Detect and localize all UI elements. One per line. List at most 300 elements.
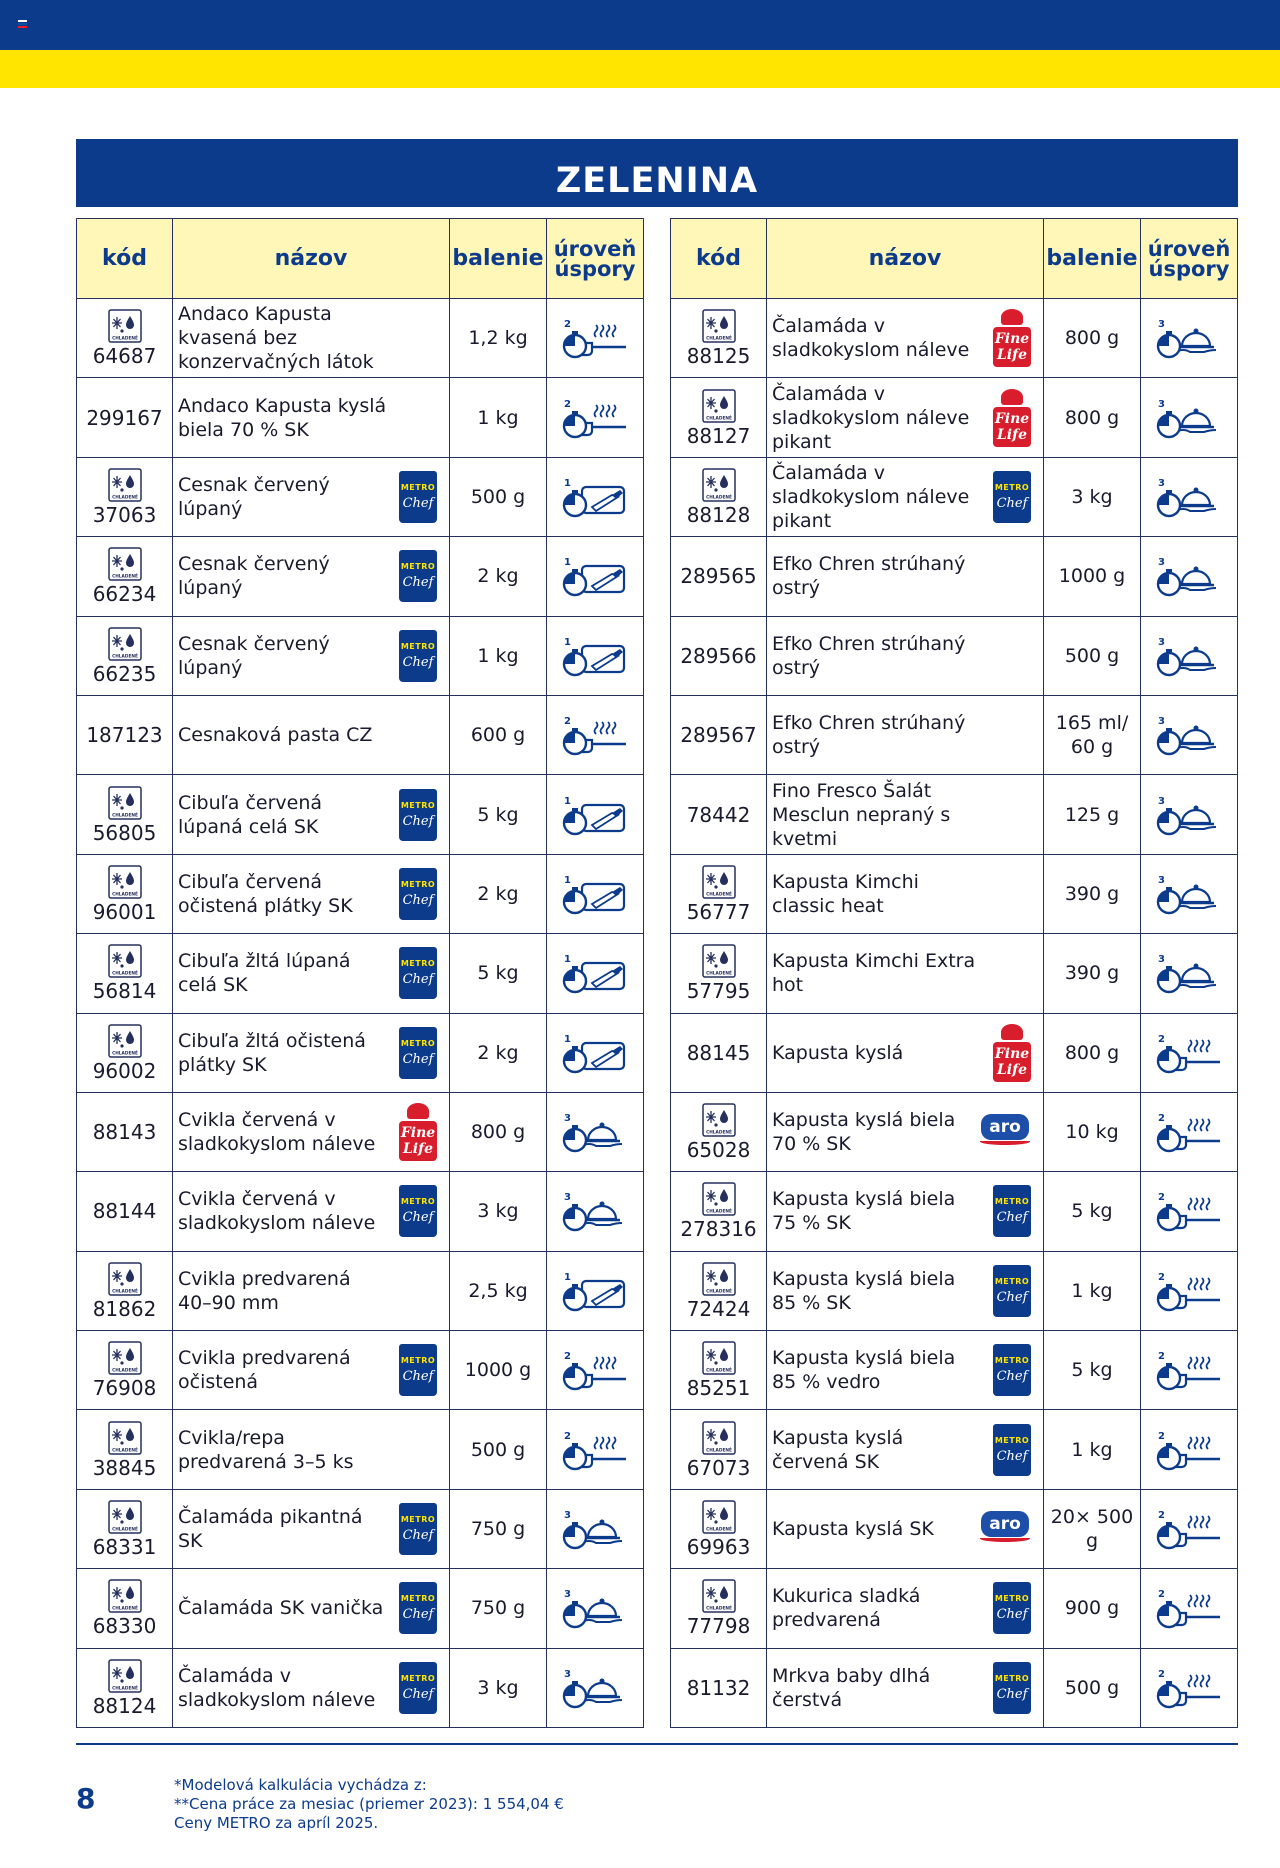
- product-code: 88145: [686, 1040, 751, 1065]
- svg-text:CHLADENÉ: CHLADENÉ: [111, 1051, 138, 1057]
- metro-chef-logo: METRO Chef: [399, 789, 437, 841]
- product-code: 66235: [92, 661, 157, 686]
- metro-chef-logo: METRO Chef: [399, 1344, 437, 1396]
- product-code-cell: [671, 1569, 767, 1648]
- product-name-cell: [173, 1331, 450, 1410]
- product-code: 96001: [92, 899, 157, 924]
- svg-text:3: 3: [1158, 557, 1165, 569]
- table-row: [77, 1410, 644, 1489]
- product-name: Andaco Kapusta kyslá biela 70 % SK: [178, 394, 387, 441]
- product-name: Efko Chren strúhaný ostrý: [772, 712, 966, 759]
- product-name-cell: [767, 1092, 1044, 1171]
- metro-chef-logo: METRO Chef: [399, 471, 437, 523]
- product-name-cell: [767, 1331, 1044, 1410]
- svg-text:CHLADENÉ: CHLADENÉ: [705, 1289, 732, 1295]
- cloche-saving-icon: [560, 1507, 630, 1551]
- table-row: [671, 299, 1238, 378]
- product-code: 56805: [92, 820, 157, 845]
- product-name-cell: [767, 299, 1044, 378]
- package-size: 3 kg: [1044, 457, 1141, 536]
- cloche-saving-icon: [1154, 951, 1224, 995]
- chilled-icon: [702, 944, 736, 978]
- product-code-cell: [671, 457, 767, 536]
- slovak-flag-icon: [18, 20, 27, 27]
- table-row: [671, 1569, 1238, 1648]
- product-name: Čalamáda v sladkokyslom náleve pikant: [772, 461, 970, 532]
- product-name-cell: [173, 457, 450, 536]
- svg-text:1: 1: [564, 557, 571, 569]
- saving-level-cell: [1141, 537, 1238, 616]
- saving-level-cell: [547, 695, 644, 774]
- saving-level-cell: [1141, 1092, 1238, 1171]
- svg-text:2: 2: [564, 1351, 571, 1363]
- svg-text:2: 2: [564, 1430, 571, 1442]
- product-name: Cvikla červená v sladkokyslom náleve: [178, 1188, 376, 1235]
- product-name: Kapusta kyslá biela 85 % vedro: [772, 1347, 956, 1394]
- package-size: 3 kg: [450, 1172, 547, 1251]
- knife-saving-icon: [560, 872, 630, 916]
- package-size: 2 kg: [450, 537, 547, 616]
- table-row: [671, 537, 1238, 616]
- product-code: 187123: [86, 723, 163, 748]
- product-name: Cibuľa červená lúpaná celá SK: [178, 791, 323, 838]
- svg-text:3: 3: [1158, 477, 1165, 489]
- product-name-cell: [767, 854, 1044, 933]
- pan-saving-icon: [1154, 1031, 1224, 1075]
- product-name-cell: [767, 934, 1044, 1013]
- product-name: Kapusta kyslá: [772, 1041, 904, 1064]
- header-uroven: úroveň úspory: [547, 219, 644, 299]
- footnote-2: **Cena práce za mesiac (priemer 2023): 1 554,04 €: [174, 1795, 564, 1813]
- package-size: 600 g: [450, 695, 547, 774]
- product-name-cell: [767, 378, 1044, 457]
- product-code: 85251: [686, 1376, 751, 1401]
- product-code: 68330: [92, 1614, 157, 1639]
- svg-text:3: 3: [564, 1510, 571, 1522]
- svg-text:CHLADENÉ: CHLADENÉ: [111, 1527, 138, 1533]
- saving-level-cell: [547, 1172, 644, 1251]
- product-name: Cvikla predvarená 40–90 mm: [178, 1267, 351, 1314]
- metro-chef-logo: METRO Chef: [399, 1185, 437, 1237]
- svg-text:3: 3: [1158, 954, 1165, 966]
- svg-text:3: 3: [564, 1192, 571, 1204]
- product-code: 88143: [92, 1120, 157, 1145]
- product-code: 96002: [92, 1058, 157, 1083]
- product-name: Čalamáda pikantná SK: [178, 1506, 363, 1553]
- fine-life-logo: Fine Life: [399, 1103, 437, 1161]
- product-code: 56777: [686, 899, 751, 924]
- cloche-saving-icon: [1154, 793, 1224, 837]
- cloche-saving-icon: [560, 1666, 630, 1710]
- product-code: 88124: [92, 1693, 157, 1718]
- package-size: 1 kg: [1044, 1410, 1141, 1489]
- product-code: 88127: [686, 423, 751, 448]
- product-code: 289565: [680, 564, 757, 589]
- saving-level-cell: [547, 1331, 644, 1410]
- table-row: [77, 1489, 644, 1568]
- package-size: 500 g: [1044, 1648, 1141, 1727]
- chilled-icon: [108, 468, 142, 502]
- svg-text:2: 2: [564, 319, 571, 331]
- saving-level-cell: [547, 1569, 644, 1648]
- product-code: 64687: [92, 344, 157, 369]
- product-name: Andaco Kapusta kvasená bez konzervačných látok: [178, 303, 374, 374]
- cloche-saving-icon: [1154, 396, 1224, 440]
- saving-level-cell: [1141, 616, 1238, 695]
- product-code: 289566: [680, 643, 757, 668]
- package-size: 1000 g: [450, 1331, 547, 1410]
- product-name-cell: [767, 1013, 1044, 1092]
- product-code-cell: [77, 854, 173, 933]
- saving-level-cell: [547, 1489, 644, 1568]
- saving-level-cell: [1141, 457, 1238, 536]
- saving-level-cell: [547, 616, 644, 695]
- saving-level-cell: [1141, 1648, 1238, 1727]
- product-name-cell: [173, 1092, 450, 1171]
- svg-text:CHLADENÉ: CHLADENÉ: [705, 416, 732, 422]
- product-code-cell: [77, 1251, 173, 1330]
- chilled-icon: [108, 309, 142, 343]
- product-name-cell: [173, 775, 450, 854]
- metro-chef-logo: METRO Chef: [993, 471, 1031, 523]
- chilled-icon: [702, 1579, 736, 1613]
- table-row: [671, 1489, 1238, 1568]
- product-name: Kapusta Kimchi Extra hot: [772, 950, 976, 997]
- product-name: Čalamáda SK vanička: [178, 1597, 384, 1620]
- svg-text:CHLADENÉ: CHLADENÉ: [705, 1448, 732, 1454]
- product-name: Cvikla predvarená očistená: [178, 1347, 351, 1394]
- package-size: 5 kg: [450, 775, 547, 854]
- product-code: 67073: [686, 1455, 751, 1480]
- svg-text:1: 1: [564, 1271, 571, 1283]
- cloche-saving-icon: [560, 1189, 630, 1233]
- metro-chef-logo: METRO Chef: [399, 947, 437, 999]
- product-code-cell: [77, 695, 173, 774]
- right-product-table: [670, 218, 1238, 1728]
- product-code-cell: [671, 378, 767, 457]
- product-code-cell: [671, 616, 767, 695]
- product-code: 88144: [92, 1199, 157, 1224]
- package-size: 500 g: [1044, 616, 1141, 695]
- table-row: [77, 1331, 644, 1410]
- cloche-saving-icon: [1154, 872, 1224, 916]
- fine-life-logo: Fine Life: [993, 1024, 1031, 1082]
- product-code-cell: [77, 299, 173, 378]
- svg-text:1: 1: [564, 477, 571, 489]
- knife-saving-icon: [560, 793, 630, 837]
- saving-level-cell: [547, 457, 644, 536]
- product-name: Cvikla červená v sladkokyslom náleve: [178, 1109, 376, 1156]
- product-name: Cesnak červený lúpaný: [178, 632, 330, 679]
- table-row: [77, 1013, 644, 1092]
- product-code-cell: [671, 299, 767, 378]
- svg-text:3: 3: [1158, 636, 1165, 648]
- package-size: 1,2 kg: [450, 299, 547, 378]
- product-name: Kapusta kyslá červená SK: [772, 1426, 904, 1473]
- saving-level-cell: [1141, 299, 1238, 378]
- table-row: [671, 1331, 1238, 1410]
- svg-text:CHLADENÉ: CHLADENÉ: [111, 971, 138, 977]
- chilled-icon: [702, 1500, 736, 1534]
- footnote-1: *Modelová kalkulácia vychádza z:: [174, 1776, 427, 1794]
- product-name: Čalamáda v sladkokyslom náleve: [772, 315, 970, 362]
- chilled-icon: [702, 1262, 736, 1296]
- product-name-cell: [173, 1172, 450, 1251]
- metro-chef-logo: METRO Chef: [399, 1503, 437, 1555]
- package-size: 2 kg: [450, 854, 547, 933]
- product-code-cell: [671, 1331, 767, 1410]
- saving-level-cell: [1141, 854, 1238, 933]
- product-name-cell: [767, 1569, 1044, 1648]
- svg-text:CHLADENÉ: CHLADENÉ: [705, 495, 732, 501]
- svg-text:CHLADENÉ: CHLADENÉ: [705, 1527, 732, 1533]
- product-code: 76908: [92, 1376, 157, 1401]
- pan-saving-icon: [560, 316, 630, 360]
- footer-divider: [76, 1743, 1238, 1745]
- pan-saving-icon: [1154, 1586, 1224, 1630]
- product-name-cell: [767, 537, 1044, 616]
- product-name-cell: [173, 1251, 450, 1330]
- table-row: [77, 1251, 644, 1330]
- knife-saving-icon: [560, 554, 630, 598]
- svg-text:CHLADENÉ: CHLADENÉ: [705, 971, 732, 977]
- svg-text:CHLADENÉ: CHLADENÉ: [111, 336, 138, 342]
- pan-saving-icon: [1154, 1269, 1224, 1313]
- header-kod: kód: [77, 219, 173, 299]
- svg-text:CHLADENÉ: CHLADENÉ: [111, 813, 138, 819]
- svg-text:2: 2: [564, 398, 571, 410]
- product-code-cell: [77, 1331, 173, 1410]
- product-name: Cibuľa žltá očistená plátky SK: [178, 1029, 366, 1076]
- chilled-icon: [108, 865, 142, 899]
- svg-text:2: 2: [1158, 1113, 1165, 1125]
- saving-level-cell: [1141, 1251, 1238, 1330]
- product-code-cell: [77, 775, 173, 854]
- chilled-icon: [108, 547, 142, 581]
- package-size: 900 g: [1044, 1569, 1141, 1648]
- product-code-cell: [77, 934, 173, 1013]
- svg-text:CHLADENÉ: CHLADENÉ: [111, 1448, 138, 1454]
- product-code: 38845: [92, 1455, 157, 1480]
- svg-text:CHLADENÉ: CHLADENÉ: [705, 1606, 732, 1612]
- saving-level-cell: [547, 1092, 644, 1171]
- fine-life-logo: Fine Life: [993, 309, 1031, 367]
- svg-text:3: 3: [1158, 716, 1165, 728]
- product-code-cell: [77, 1569, 173, 1648]
- package-size: 1 kg: [450, 616, 547, 695]
- saving-level-cell: [1141, 378, 1238, 457]
- saving-level-cell: [547, 1251, 644, 1330]
- product-code: 72424: [686, 1296, 751, 1321]
- table-header-row: [671, 219, 1238, 299]
- chilled-icon: [108, 786, 142, 820]
- product-code-cell: [77, 1172, 173, 1251]
- metro-chef-logo: METRO Chef: [399, 1027, 437, 1079]
- header-kod: kód: [671, 219, 767, 299]
- product-code-cell: [671, 1251, 767, 1330]
- product-name-cell: [173, 537, 450, 616]
- product-name-cell: [767, 1251, 1044, 1330]
- table-row: [671, 378, 1238, 457]
- product-code: 299167: [86, 405, 163, 430]
- package-size: 800 g: [1044, 378, 1141, 457]
- table-row: [77, 616, 644, 695]
- chilled-icon: [702, 1341, 736, 1375]
- product-name-cell: [173, 934, 450, 1013]
- svg-text:2: 2: [1158, 1033, 1165, 1045]
- metro-chef-logo: METRO Chef: [399, 1662, 437, 1714]
- cloche-saving-icon: [1154, 316, 1224, 360]
- svg-text:2: 2: [1158, 1589, 1165, 1601]
- saving-level-cell: [547, 1648, 644, 1727]
- pan-saving-icon: [560, 1428, 630, 1472]
- product-code-cell: [77, 1648, 173, 1727]
- svg-text:CHLADENÉ: CHLADENÉ: [111, 1686, 138, 1692]
- package-size: 1000 g: [1044, 537, 1141, 616]
- table-row: [671, 1410, 1238, 1489]
- package-size: 750 g: [450, 1489, 547, 1568]
- table-row: [671, 1172, 1238, 1251]
- package-size: 2,5 kg: [450, 1251, 547, 1330]
- svg-text:CHLADENÉ: CHLADENÉ: [705, 1209, 732, 1215]
- svg-text:2: 2: [1158, 1351, 1165, 1363]
- package-size: 3 kg: [450, 1648, 547, 1727]
- chilled-icon: [702, 389, 736, 423]
- product-code: 37063: [92, 502, 157, 527]
- aro-logo: aro: [979, 1511, 1031, 1547]
- product-name-cell: [767, 457, 1044, 536]
- product-code: 289567: [680, 723, 757, 748]
- product-code-cell: [671, 695, 767, 774]
- product-code-cell: [77, 1410, 173, 1489]
- product-code-cell: [671, 775, 767, 854]
- product-name: Kapusta kyslá biela 70 % SK: [772, 1109, 956, 1156]
- pan-saving-icon: [560, 1348, 630, 1392]
- footnote-3: Ceny METRO za apríl 2025.: [174, 1814, 379, 1832]
- pan-saving-icon: [1154, 1189, 1224, 1233]
- saving-level-cell: [1141, 934, 1238, 1013]
- package-size: 500 g: [450, 457, 547, 536]
- product-code: 81132: [686, 1675, 751, 1700]
- product-name: Cibuľa červená očistená plátky SK: [178, 870, 353, 917]
- pan-saving-icon: [1154, 1110, 1224, 1154]
- svg-text:1: 1: [564, 795, 571, 807]
- package-size: 390 g: [1044, 934, 1141, 1013]
- product-name-cell: [173, 299, 450, 378]
- left-product-table: [76, 218, 644, 1728]
- saving-level-cell: [547, 299, 644, 378]
- metro-chef-logo: METRO Chef: [993, 1265, 1031, 1317]
- svg-text:2: 2: [1158, 1430, 1165, 1442]
- package-size: 390 g: [1044, 854, 1141, 933]
- product-code-cell: [77, 378, 173, 457]
- table-row: [77, 1569, 644, 1648]
- product-name: Efko Chren strúhaný ostrý: [772, 553, 966, 600]
- package-size: 5 kg: [1044, 1331, 1141, 1410]
- package-size: 10 kg: [1044, 1092, 1141, 1171]
- metro-chef-logo: METRO Chef: [993, 1582, 1031, 1634]
- svg-text:CHLADENÉ: CHLADENÉ: [111, 495, 138, 501]
- product-code: 65028: [686, 1138, 751, 1163]
- product-name: Cesnak červený lúpaný: [178, 473, 330, 520]
- knife-saving-icon: [560, 634, 630, 678]
- metro-chef-logo: METRO Chef: [993, 1662, 1031, 1714]
- product-code-cell: [671, 1013, 767, 1092]
- svg-text:CHLADENÉ: CHLADENÉ: [705, 1130, 732, 1136]
- svg-text:2: 2: [1158, 1271, 1165, 1283]
- product-code-cell: [77, 1013, 173, 1092]
- table-row: [77, 378, 644, 457]
- chilled-icon: [108, 944, 142, 978]
- pan-saving-icon: [560, 396, 630, 440]
- cloche-saving-icon: [1154, 634, 1224, 678]
- saving-level-cell: [547, 775, 644, 854]
- product-name: Cesnak červený lúpaný: [178, 553, 330, 600]
- saving-level-cell: [1141, 695, 1238, 774]
- product-code: 57795: [686, 979, 751, 1004]
- chilled-icon: [702, 1182, 736, 1216]
- pan-saving-icon: [1154, 1507, 1224, 1551]
- product-code-cell: [671, 854, 767, 933]
- package-size: 800 g: [450, 1092, 547, 1171]
- product-name-cell: [767, 1648, 1044, 1727]
- chilled-icon: [702, 865, 736, 899]
- svg-text:CHLADENÉ: CHLADENÉ: [111, 1606, 138, 1612]
- package-size: 800 g: [1044, 1013, 1141, 1092]
- knife-saving-icon: [560, 951, 630, 995]
- product-name: Čalamáda v sladkokyslom náleve: [178, 1664, 376, 1711]
- product-code-cell: [77, 457, 173, 536]
- table-row: [77, 1648, 644, 1727]
- product-code: 88128: [686, 502, 751, 527]
- package-size: 2 kg: [450, 1013, 547, 1092]
- table-row: [671, 1092, 1238, 1171]
- svg-text:2: 2: [1158, 1668, 1165, 1680]
- header-uroven: úroveň úspory: [1141, 219, 1238, 299]
- svg-text:3: 3: [564, 1668, 571, 1680]
- svg-text:1: 1: [564, 874, 571, 886]
- product-name-cell: [767, 775, 1044, 854]
- svg-text:CHLADENÉ: CHLADENÉ: [111, 1289, 138, 1295]
- knife-saving-icon: [560, 475, 630, 519]
- saving-level-cell: [547, 1410, 644, 1489]
- product-name: Kapusta kyslá biela 75 % SK: [772, 1188, 956, 1235]
- pan-saving-icon: [1154, 1666, 1224, 1710]
- table-row: [671, 1013, 1238, 1092]
- product-code-cell: [671, 1172, 767, 1251]
- table-row: [77, 299, 644, 378]
- chilled-icon: [108, 1341, 142, 1375]
- product-name-cell: [767, 616, 1044, 695]
- cloche-saving-icon: [1154, 554, 1224, 598]
- product-name-cell: [173, 378, 450, 457]
- left-table-body: [77, 299, 644, 1728]
- product-code-cell: [671, 1410, 767, 1489]
- package-size: 1 kg: [450, 378, 547, 457]
- top-band: [0, 0, 1280, 50]
- table-row: [671, 854, 1238, 933]
- saving-level-cell: [1141, 1331, 1238, 1410]
- knife-saving-icon: [560, 1269, 630, 1313]
- package-size: 5 kg: [1044, 1172, 1141, 1251]
- table-row: [77, 775, 644, 854]
- product-name-cell: [767, 1410, 1044, 1489]
- chilled-icon: [108, 1262, 142, 1296]
- product-code: 69963: [686, 1535, 751, 1560]
- product-code: 66234: [92, 582, 157, 607]
- product-name: Mrkva baby dlhá čerstvá: [772, 1664, 931, 1711]
- table-row: [671, 1251, 1238, 1330]
